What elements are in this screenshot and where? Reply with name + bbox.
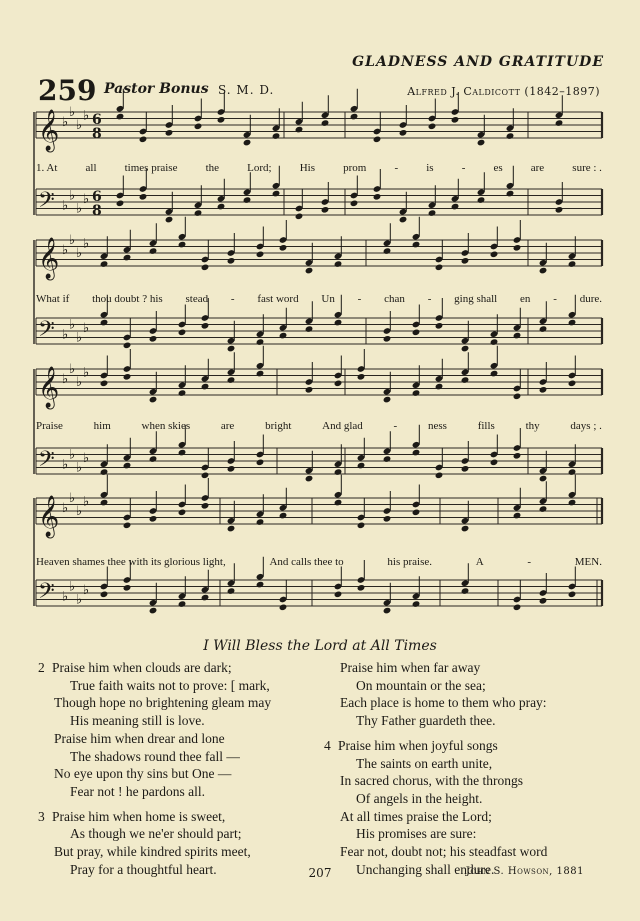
note-head: [506, 132, 515, 140]
note-head: [100, 319, 109, 327]
lyric-line-1: [36, 162, 602, 174]
lyric-syllable: -: [357, 293, 362, 305]
flat-icon: ♭: [62, 114, 69, 130]
note-head: [555, 206, 564, 214]
note-head: [461, 257, 470, 265]
note-head: [383, 455, 392, 463]
note-head: [350, 113, 359, 121]
lyric-syllable: MEN.: [574, 556, 602, 568]
note-head: [178, 241, 187, 249]
note-head: [383, 335, 392, 343]
note-head: [295, 126, 304, 134]
note-head: [357, 584, 366, 592]
verse-line: [38, 659, 271, 677]
lyric-syllable: ness: [427, 420, 447, 432]
verse-line: [324, 737, 547, 755]
note-head: [477, 139, 486, 147]
note-head: [373, 136, 382, 144]
verse-text: Unchanging shall endure.: [356, 861, 495, 877]
note-head: [165, 216, 174, 224]
note-head: [295, 213, 304, 221]
flat-icon: ♭: [83, 582, 90, 598]
note-head: [217, 116, 226, 124]
verse-line: [54, 730, 271, 748]
lyric-syllable: en: [520, 293, 531, 305]
note-head: [178, 509, 187, 517]
note-head: [256, 251, 265, 259]
note-head: [217, 203, 226, 211]
stanza-number: 2: [38, 660, 45, 675]
flat-icon: ♭: [83, 108, 90, 124]
verse-line: [340, 843, 547, 861]
note-head: [451, 116, 460, 124]
bass-clef-icon: 𝄢: [38, 317, 55, 347]
note-head: [256, 370, 265, 378]
note-head: [383, 247, 392, 255]
flat-icon: ♭: [83, 494, 90, 510]
note-head: [305, 386, 314, 394]
note-head: [149, 607, 158, 615]
note-head: [256, 518, 265, 526]
note-head: [412, 241, 421, 249]
note-head: [513, 452, 522, 460]
note-head: [412, 509, 421, 517]
note-head: [435, 264, 444, 272]
note-head: [178, 389, 187, 397]
note-head: [539, 267, 548, 275]
note-head: [149, 396, 158, 404]
composer: Alfred J. Caldicott (1842–1897): [407, 85, 600, 98]
treble-clef-icon: 𝄞: [38, 110, 60, 151]
note-head: [461, 376, 470, 384]
lyric-syllable: What if: [36, 293, 70, 305]
lyric-syllable: thy: [525, 420, 540, 432]
note-head: [513, 393, 522, 401]
note-head: [412, 389, 421, 397]
flat-icon: ♭: [69, 188, 76, 204]
note-head: [412, 600, 421, 608]
note-head: [272, 190, 281, 198]
note-head: [334, 319, 343, 327]
verse-text: His meaning still is love.: [70, 713, 205, 729]
note-head: [412, 449, 421, 457]
flat-icon: ♭: [69, 362, 76, 377]
bass-clef-icon: 𝄢: [38, 447, 55, 477]
note-head: [149, 515, 158, 523]
note-head: [139, 193, 148, 201]
verse-text: As though we ne'er should part;: [70, 826, 242, 842]
author: John S. Howson, 1881: [465, 866, 584, 877]
lyric-syllable: 1. At: [36, 162, 58, 174]
note-head: [399, 129, 408, 137]
note-head: [243, 196, 252, 204]
lyric-syllable: him: [93, 420, 111, 432]
note-head: [256, 581, 265, 589]
lyric-syllable: thou doubt ? his: [92, 293, 163, 305]
note-head: [461, 465, 470, 473]
verse-line: [340, 677, 547, 695]
note-head: [100, 591, 109, 599]
note-head: [568, 468, 577, 476]
note-head: [490, 459, 499, 467]
verse-text: On mountain or the sea;: [356, 677, 486, 693]
note-head: [123, 342, 132, 350]
verse-text: Praise him when clouds are dark;: [52, 660, 232, 675]
verses-left: [38, 659, 272, 878]
verse-line: [340, 659, 547, 677]
note-head: [194, 123, 203, 131]
flat-icon: ♭: [76, 592, 83, 608]
lyric-syllable: -: [230, 293, 235, 305]
flat-icon: ♭: [76, 375, 83, 390]
meter: S. M. D.: [218, 83, 275, 97]
treble-clef-icon: 𝄞: [38, 367, 60, 408]
note-head: [227, 376, 236, 384]
page-number: 207: [308, 866, 332, 880]
lyric-line-4: [36, 556, 602, 568]
verse-text: Praise him when joyful songs: [338, 737, 498, 753]
lyric-syllable: es: [493, 162, 503, 174]
verse-line: [54, 748, 271, 766]
flat-icon: ♭: [76, 330, 83, 346]
verse-line: [340, 772, 547, 790]
note-head: [116, 113, 125, 121]
note-head: [334, 468, 343, 476]
lyric-syllable: times praise: [124, 162, 178, 174]
note-head: [539, 505, 548, 513]
note-head: [256, 338, 265, 346]
note-head: [305, 325, 314, 333]
note-head: [321, 119, 330, 127]
flat-icon: ♭: [76, 504, 83, 519]
note-head: [506, 190, 515, 198]
verse-line: [54, 801, 271, 808]
lyric-syllable: stead: [185, 293, 209, 305]
note-head: [201, 322, 210, 330]
verse-line: [54, 712, 271, 730]
lyric-syllable: is: [426, 162, 434, 174]
verse-line: [54, 677, 271, 695]
verse-line: [340, 730, 547, 737]
verse-line: [340, 712, 547, 730]
verses-right: [324, 659, 548, 878]
note-head: [194, 209, 203, 217]
note-head: [568, 319, 577, 327]
lyric-syllable: -: [394, 162, 399, 174]
note-head: [490, 338, 499, 346]
note-head: [412, 329, 421, 337]
verse-text: True faith waits not to prove: [ mark,: [70, 677, 270, 693]
note-head: [513, 332, 522, 340]
note-head: [539, 386, 548, 394]
note-head: [100, 499, 109, 507]
lyric-syllable: when skies: [141, 420, 191, 432]
note-head: [428, 209, 437, 217]
lyric-line-3: [36, 420, 602, 432]
lyric-line-2: [36, 293, 602, 305]
lyric-syllable: Praise: [36, 420, 63, 432]
note-head: [123, 373, 132, 381]
lyric-syllable: days ; .: [570, 420, 602, 432]
note-head: [279, 512, 288, 520]
note-head: [461, 525, 470, 533]
note-head: [568, 591, 577, 599]
treble-clef-icon: 𝄞: [38, 238, 60, 279]
note-head: [305, 267, 314, 275]
note-head: [279, 604, 288, 612]
note-head: [227, 465, 236, 473]
verse-text: At all times praise the Lord;: [340, 808, 492, 824]
flat-icon: ♭: [62, 371, 69, 387]
verse-text: Thy Father guardeth thee.: [356, 713, 496, 729]
tune-name: Pastor Bonus: [104, 81, 209, 97]
stanza-number: 3: [38, 808, 45, 824]
flat-icon: ♭: [69, 233, 76, 248]
note-head: [227, 587, 236, 595]
lyric-syllable: sure : .: [572, 162, 602, 174]
lyric-syllable: Heaven shames thee with its glorious light,: [36, 556, 226, 568]
note-head: [357, 462, 366, 470]
verse-line: [340, 755, 547, 773]
lyric-syllable: fast word: [257, 293, 299, 305]
verse-text: Praise him when far away: [340, 660, 481, 675]
note-head: [435, 322, 444, 330]
time-signature-top: 6: [92, 112, 102, 128]
note-head: [279, 244, 288, 252]
verse-text: Each place is home to them who pray:: [340, 695, 547, 711]
flat-icon: ♭: [76, 460, 83, 476]
verse-text: Pray for a thoughtful heart.: [70, 861, 217, 877]
note-head: [490, 251, 499, 259]
note-head: [539, 475, 548, 483]
verse-line: [54, 765, 271, 783]
note-head: [539, 597, 548, 605]
flat-icon: ♭: [69, 105, 76, 120]
lyric-syllable: -: [461, 162, 466, 174]
note-head: [201, 502, 210, 510]
lyric-syllable: Lord;: [247, 162, 272, 174]
flat-icon: ♭: [83, 365, 90, 381]
note-head: [123, 522, 132, 530]
bass-clef-icon: 𝄢: [38, 188, 55, 218]
flat-icon: ♭: [83, 191, 90, 207]
note-head: [201, 594, 210, 602]
note-head: [279, 332, 288, 340]
note-head: [178, 449, 187, 457]
note-head: [139, 136, 148, 144]
note-head: [568, 380, 577, 388]
note-head: [555, 119, 564, 127]
flat-icon: ♭: [69, 491, 76, 506]
note-head: [373, 193, 382, 201]
flat-icon: ♭: [83, 320, 90, 336]
lyric-syllable: -: [527, 556, 532, 568]
note-head: [149, 247, 158, 255]
verse-line: [340, 825, 547, 843]
note-head: [383, 515, 392, 523]
treble-clef-icon: 𝄞: [38, 496, 60, 537]
note-head: [100, 468, 109, 476]
note-head: [201, 264, 210, 272]
note-head: [350, 200, 359, 208]
note-head: [227, 525, 236, 533]
note-head: [243, 139, 252, 147]
lyric-syllable: Un: [321, 293, 335, 305]
time-signature-bottom: 8: [92, 203, 102, 219]
lyric-syllable: And calls thee to: [269, 556, 344, 568]
verse-text: In sacred chorus, with the throngs: [340, 773, 523, 789]
flat-icon: ♭: [62, 457, 69, 473]
note-head: [100, 380, 109, 388]
verse-text: The shadows round thee fall —: [70, 748, 240, 764]
verse-line: [340, 808, 547, 826]
note-head: [435, 472, 444, 480]
verse-text: Praise him when drear and lone: [54, 730, 225, 746]
bass-clef-icon: 𝄢: [38, 579, 55, 609]
lyric-syllable: -: [553, 293, 557, 305]
note-head: [513, 604, 522, 612]
note-head: [321, 206, 330, 214]
note-head: [334, 380, 343, 388]
verse-text: Of angels in the height.: [356, 790, 483, 806]
note-head: [477, 196, 486, 204]
note-head: [490, 370, 499, 378]
verse-text: His promises are sure:: [356, 826, 477, 842]
flat-icon: ♭: [62, 242, 69, 258]
note-head: [227, 345, 236, 353]
note-head: [305, 475, 314, 483]
flat-icon: ♭: [76, 201, 83, 217]
hymn-title: I Will Bless the Lord at All Times: [203, 638, 437, 654]
note-head: [272, 132, 281, 140]
note-head: [513, 244, 522, 252]
note-head: [149, 455, 158, 463]
lyric-syllable: his praise.: [387, 556, 432, 568]
flat-icon: ♭: [62, 327, 69, 343]
note-head: [334, 499, 343, 507]
lyric-syllable: bright: [265, 420, 292, 432]
flat-icon: ♭: [83, 236, 90, 252]
note-head: [451, 203, 460, 211]
flat-icon: ♭: [76, 246, 83, 261]
flat-icon: ♭: [62, 198, 69, 214]
verse-line: [54, 783, 271, 801]
note-head: [383, 396, 392, 404]
flat-icon: ♭: [62, 500, 69, 516]
hymn-number: 259: [38, 74, 97, 107]
lyric-syllable: And glad: [322, 420, 363, 432]
note-head: [201, 383, 210, 391]
note-head: [539, 325, 548, 333]
verse-text: Though hope no brightening gleam may: [54, 695, 272, 711]
note-head: [513, 512, 522, 520]
lyric-syllable: prom: [343, 162, 367, 174]
lyric-syllable: fills: [477, 420, 495, 432]
flat-icon: ♭: [69, 579, 76, 595]
note-head: [116, 200, 125, 208]
lyric-syllable: chan: [384, 293, 405, 305]
note-head: [428, 123, 437, 131]
note-head: [178, 600, 187, 608]
lyric-syllable: are: [220, 420, 235, 432]
note-head: [435, 383, 444, 391]
note-head: [201, 472, 210, 480]
note-head: [256, 459, 265, 467]
verse-text: No eye upon thy sins but One —: [54, 766, 232, 782]
flat-icon: ♭: [83, 450, 90, 466]
note-head: [100, 260, 109, 268]
note-head: [149, 335, 158, 343]
note-head: [461, 345, 470, 353]
stanza-number: 4: [324, 737, 331, 753]
lyric-syllable: ging shall: [454, 293, 498, 305]
lyric-syllable: are: [530, 162, 545, 174]
lyric-syllable: A: [475, 556, 484, 568]
lyric-syllable: dure.: [579, 293, 602, 305]
verse-line: [340, 790, 547, 808]
note-head: [178, 329, 187, 337]
time-signature-bottom: 8: [92, 126, 102, 142]
flat-icon: ♭: [69, 447, 76, 463]
verse-line: [54, 843, 271, 861]
note-head: [568, 260, 577, 268]
running-head: GLADNESS AND GRATITUDE: [352, 54, 604, 70]
note-head: [123, 462, 132, 470]
flat-icon: ♭: [76, 118, 83, 133]
note-head: [357, 522, 366, 530]
note-head: [123, 584, 132, 592]
verse-text: The saints on earth unite,: [356, 755, 493, 771]
lyric-syllable: the: [205, 162, 220, 174]
verse-line: [38, 808, 271, 826]
lyric-syllable: -: [393, 420, 398, 432]
note-head: [399, 216, 408, 224]
note-head: [383, 607, 392, 615]
lyric-syllable: His: [299, 162, 315, 174]
verse-text: Praise him when home is sweet,: [52, 808, 226, 824]
note-head: [568, 499, 577, 507]
verse-line: [340, 694, 547, 712]
verse-text: Fear not, doubt not; his steadfast word: [340, 844, 548, 860]
flat-icon: ♭: [69, 317, 76, 333]
note-head: [334, 260, 343, 268]
note-head: [165, 129, 174, 137]
note-head: [227, 257, 236, 265]
lyric-syllable: all: [85, 162, 97, 174]
time-signature-top: 6: [92, 189, 102, 205]
verse-line: [54, 694, 271, 712]
flat-icon: ♭: [62, 589, 69, 605]
verse-text: Fear not ! he pardons all.: [70, 783, 205, 799]
note-head: [461, 587, 470, 595]
note-head: [334, 591, 343, 599]
verse-line: [54, 825, 271, 843]
lyric-syllable: -: [427, 293, 432, 305]
note-head: [357, 373, 366, 381]
verse-text: But pray, while kindred spirits meet,: [54, 844, 251, 860]
note-head: [123, 254, 132, 262]
